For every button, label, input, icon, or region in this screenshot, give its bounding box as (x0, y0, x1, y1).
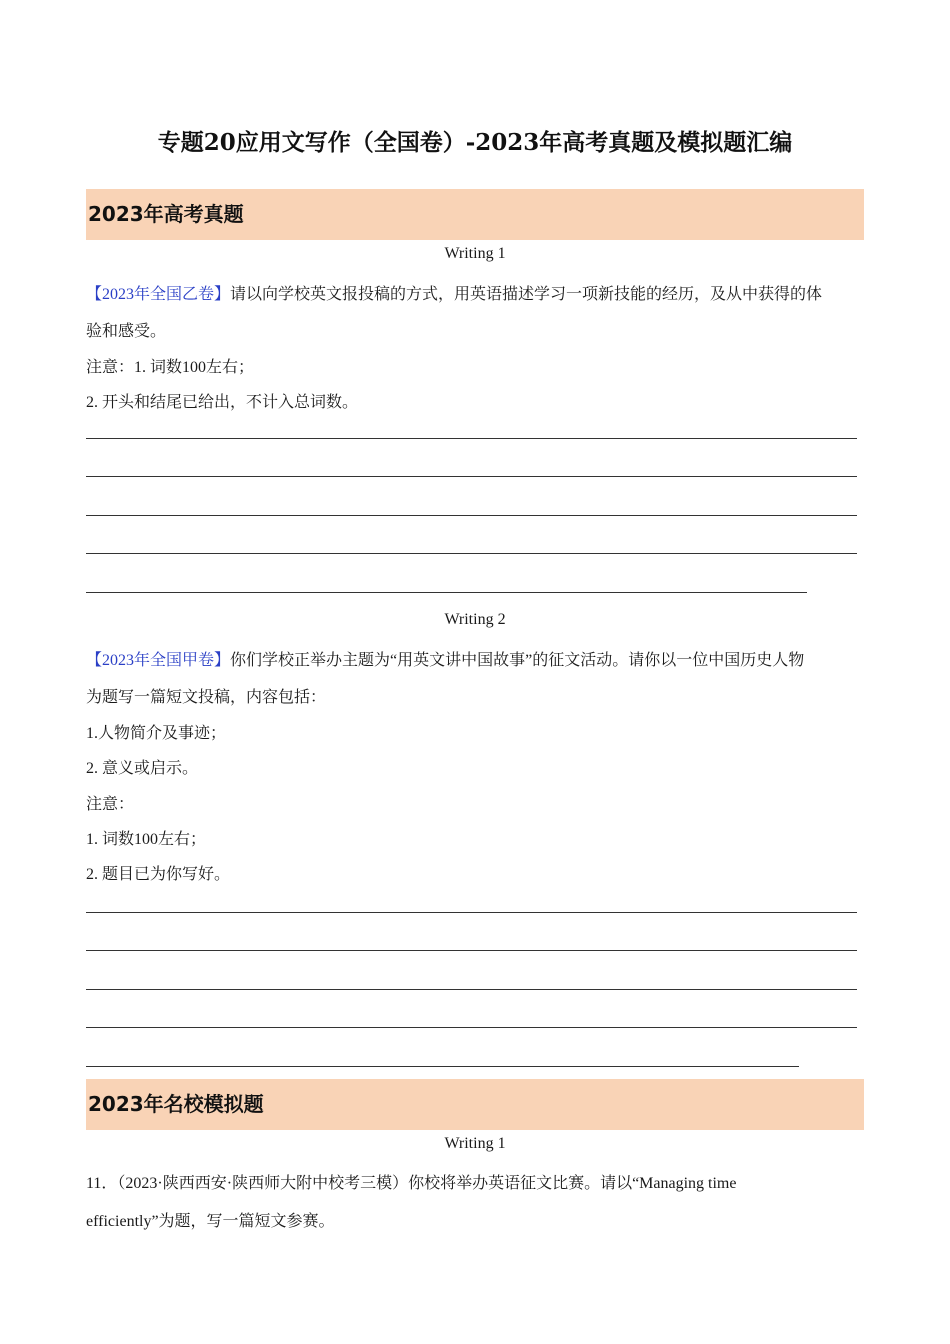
requirement-item: 1.人物简介及事迹； (86, 725, 227, 742)
writing-label: Writing 1 (444, 1135, 506, 1152)
question-text: 11．（2023·陕西西安·陕西师大附中校考三模）你校将举办英语征文比赛。请以“Managing time (86, 1175, 737, 1192)
note-text: 注意：1. 词数100左右； (86, 359, 255, 376)
exam-source-tag: 【2023年全国甲卷】 (86, 652, 231, 669)
answer-line[interactable] (86, 912, 857, 913)
answer-line[interactable] (86, 989, 857, 990)
answer-line[interactable] (86, 438, 857, 439)
answer-line[interactable] (86, 1027, 857, 1028)
exam-source-tag: 【2023年全国乙卷】 (86, 286, 231, 303)
answer-line[interactable] (86, 1066, 799, 1067)
note-text: 2. 开头和结尾已给出，不计入总词数。 (86, 394, 359, 411)
page-title: 专题20应用文写作（全国卷）-2023年高考真题及模拟题汇编 (157, 129, 793, 156)
answer-line[interactable] (86, 476, 857, 477)
question-paragraph (86, 281, 822, 304)
requirement-item: 2. 意义或启示。 (86, 760, 199, 777)
answer-line[interactable] (86, 950, 857, 951)
writing-label: Writing 2 (444, 611, 506, 628)
note-text: 1. 词数100左右； (86, 831, 207, 848)
note-text: 2. 题目已为你写好。 (86, 866, 231, 883)
answer-line[interactable] (86, 515, 857, 516)
question-text: 请以向学校英文报投稿的方式，用英语描述学习一项新技能的经历，及从中获得的体 (230, 286, 823, 303)
question-text-continued: 验和感受。 (86, 323, 167, 340)
question-paragraph (86, 647, 804, 670)
question-text-continued: 为题写一篇短文投稿，内容包括： (86, 689, 327, 706)
answer-line[interactable] (86, 553, 857, 554)
writing-label: Writing 1 (444, 245, 506, 262)
section-heading-real-exams: 2023年高考真题 (86, 189, 864, 240)
question-text: 你们学校正举办主题为“用英文讲中国故事”的征文活动。请你以一位中国历史人物 (230, 652, 805, 669)
answer-line[interactable] (86, 592, 807, 593)
question-text-continued: efficiently”为题，写一篇短文参赛。 (86, 1213, 335, 1230)
section-heading-mock-exams: 2023年名校模拟题 (86, 1079, 864, 1130)
note-label: 注意： (86, 796, 135, 813)
